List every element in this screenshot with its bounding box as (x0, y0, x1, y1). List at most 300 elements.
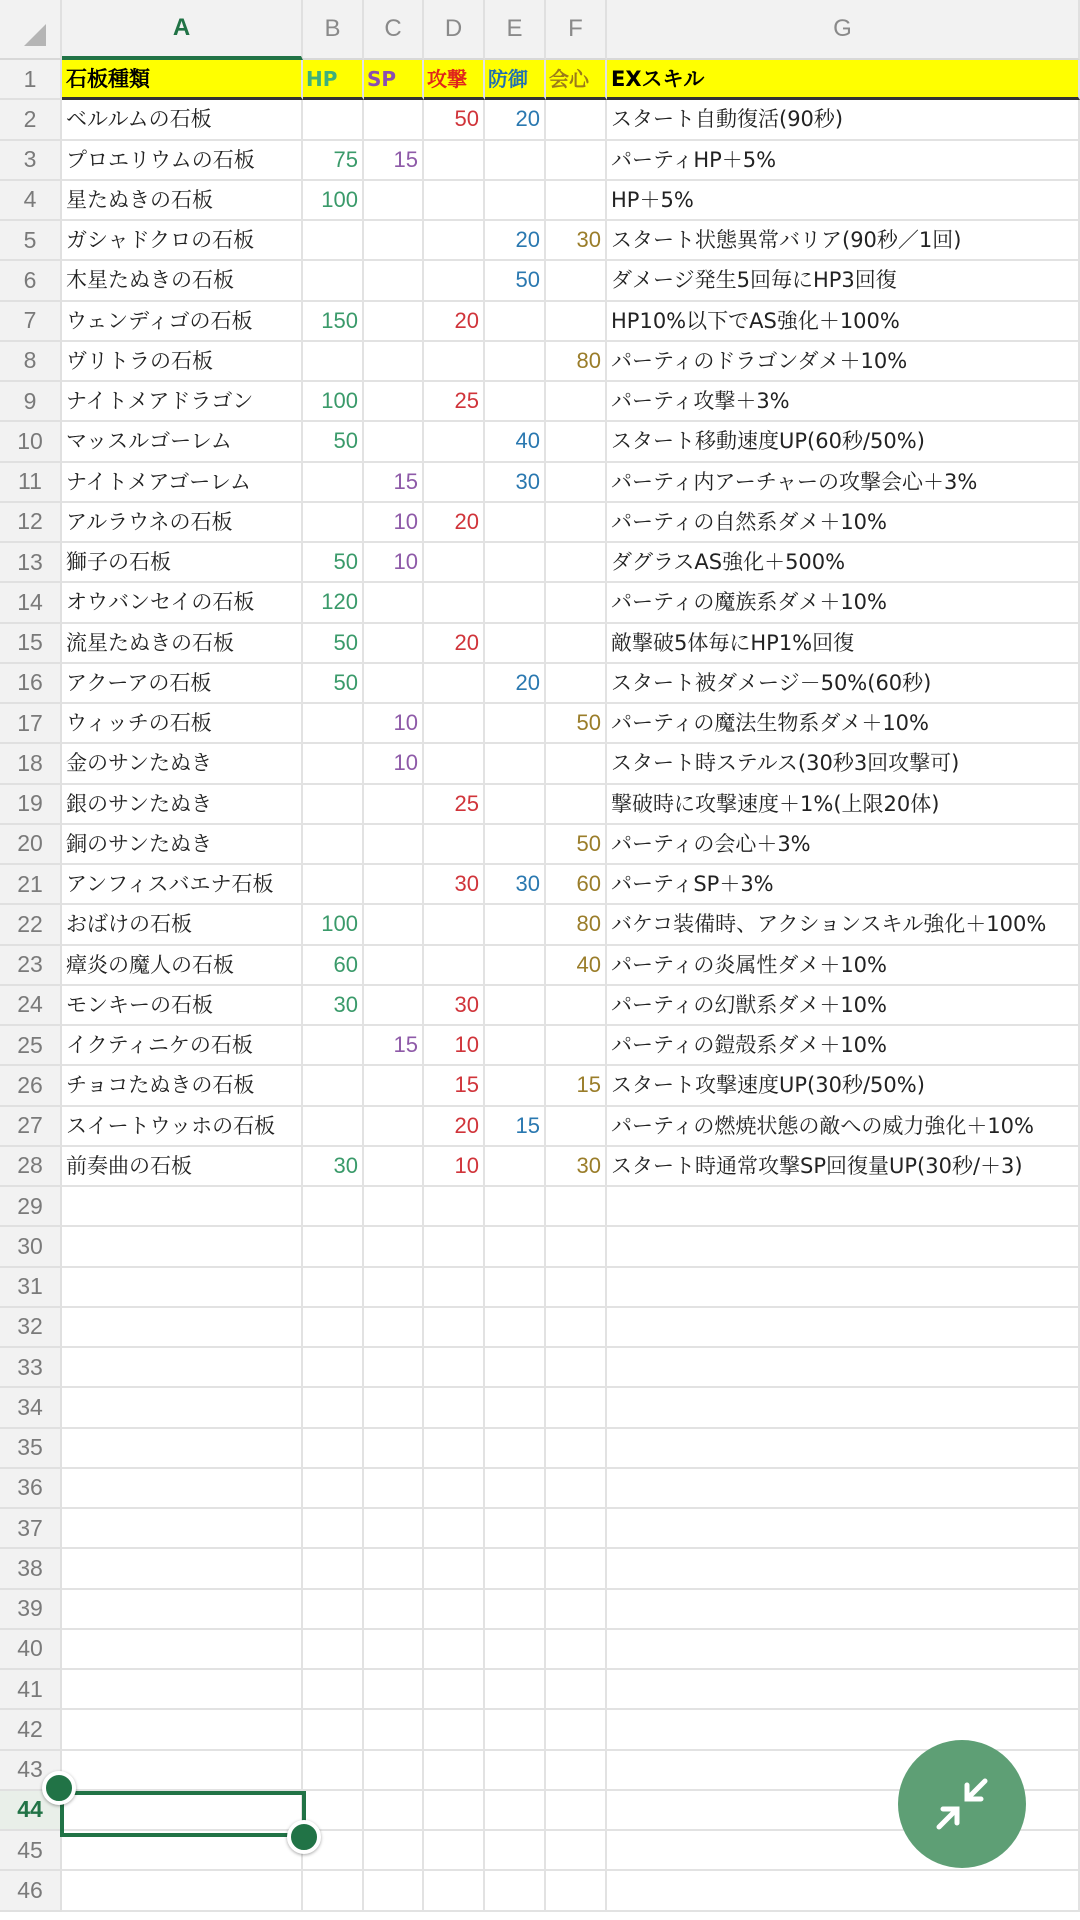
cell-g12[interactable]: パーティの自然系ダメ＋10% (607, 503, 1080, 543)
cell-b16[interactable]: 50 (303, 664, 364, 704)
cell-a12[interactable]: アルラウネの石板 (62, 503, 303, 543)
cell-c20[interactable] (364, 825, 424, 865)
cell-a18[interactable]: 金のサンたぬき (62, 744, 303, 784)
cell-f9[interactable] (546, 382, 607, 422)
empty-cell-d46[interactable] (424, 1871, 485, 1911)
cell-e10[interactable]: 40 (485, 422, 546, 462)
empty-cell-b40[interactable] (303, 1630, 364, 1670)
row-header-14[interactable]: 14 (0, 583, 62, 623)
empty-cell-d35[interactable] (424, 1429, 485, 1469)
column-header-e[interactable]: E (485, 0, 546, 60)
cell-a19[interactable]: 銀のサンたぬき (62, 785, 303, 825)
empty-cell-c40[interactable] (364, 1630, 424, 1670)
cell-c19[interactable] (364, 785, 424, 825)
cell-e6[interactable]: 50 (485, 261, 546, 301)
cell-b18[interactable] (303, 744, 364, 784)
cell-b4[interactable]: 100 (303, 181, 364, 221)
empty-cell-f30[interactable] (546, 1227, 607, 1267)
cell-d28[interactable]: 10 (424, 1147, 485, 1187)
row-header-20[interactable]: 20 (0, 825, 62, 865)
header-cell-c[interactable]: SP (364, 60, 424, 100)
cell-f12[interactable] (546, 503, 607, 543)
empty-cell-d42[interactable] (424, 1710, 485, 1750)
empty-cell-g29[interactable] (607, 1187, 1080, 1227)
row-header-5[interactable]: 5 (0, 221, 62, 261)
row-header-36[interactable]: 36 (0, 1469, 62, 1509)
cell-d3[interactable] (424, 141, 485, 181)
cell-d26[interactable]: 15 (424, 1066, 485, 1106)
cell-d11[interactable] (424, 463, 485, 503)
empty-cell-f35[interactable] (546, 1429, 607, 1469)
header-cell-d[interactable]: 攻撃 (424, 60, 485, 100)
cell-g13[interactable]: ダグラスAS強化＋500% (607, 543, 1080, 583)
cell-b27[interactable] (303, 1107, 364, 1147)
cell-a9[interactable]: ナイトメアドラゴン (62, 382, 303, 422)
cell-e4[interactable] (485, 181, 546, 221)
cell-g21[interactable]: パーティSP＋3% (607, 865, 1080, 905)
row-header-26[interactable]: 26 (0, 1066, 62, 1106)
cell-a11[interactable]: ナイトメアゴーレム (62, 463, 303, 503)
cell-e25[interactable] (485, 1026, 546, 1066)
cell-f27[interactable] (546, 1107, 607, 1147)
empty-cell-d44[interactable] (424, 1791, 485, 1831)
empty-cell-e41[interactable] (485, 1670, 546, 1710)
empty-cell-b35[interactable] (303, 1429, 364, 1469)
empty-cell-g42[interactable] (607, 1710, 1080, 1750)
empty-cell-g37[interactable] (607, 1509, 1080, 1549)
cell-c28[interactable] (364, 1147, 424, 1187)
cell-c8[interactable] (364, 342, 424, 382)
row-header-35[interactable]: 35 (0, 1429, 62, 1469)
column-header-g[interactable]: G (607, 0, 1080, 60)
cell-d22[interactable] (424, 905, 485, 945)
cell-d8[interactable] (424, 342, 485, 382)
empty-cell-d45[interactable] (424, 1831, 485, 1871)
cell-e23[interactable] (485, 946, 546, 986)
empty-cell-g31[interactable] (607, 1268, 1080, 1308)
cell-d14[interactable] (424, 583, 485, 623)
cell-g26[interactable]: スタート攻撃速度UP(30秒/50%) (607, 1066, 1080, 1106)
empty-cell-a38[interactable] (62, 1549, 303, 1589)
row-header-42[interactable]: 42 (0, 1710, 62, 1750)
cell-e15[interactable] (485, 624, 546, 664)
empty-cell-d31[interactable] (424, 1268, 485, 1308)
cell-e18[interactable] (485, 744, 546, 784)
cell-b10[interactable]: 50 (303, 422, 364, 462)
cell-f3[interactable] (546, 141, 607, 181)
empty-cell-e44[interactable] (485, 1791, 546, 1831)
cell-c18[interactable]: 10 (364, 744, 424, 784)
cell-f22[interactable]: 80 (546, 905, 607, 945)
cell-e13[interactable] (485, 543, 546, 583)
empty-cell-f31[interactable] (546, 1268, 607, 1308)
empty-cell-b46[interactable] (303, 1871, 364, 1911)
cell-b23[interactable]: 60 (303, 946, 364, 986)
cell-g8[interactable]: パーティのドラゴンダメ＋10% (607, 342, 1080, 382)
empty-cell-f38[interactable] (546, 1549, 607, 1589)
row-header-18[interactable]: 18 (0, 744, 62, 784)
empty-cell-g32[interactable] (607, 1308, 1080, 1348)
empty-cell-a34[interactable] (62, 1388, 303, 1428)
empty-cell-b33[interactable] (303, 1348, 364, 1388)
cell-g15[interactable]: 敵撃破5体毎にHP1%回復 (607, 624, 1080, 664)
row-header-3[interactable]: 3 (0, 141, 62, 181)
empty-cell-c45[interactable] (364, 1831, 424, 1871)
cell-e20[interactable] (485, 825, 546, 865)
cell-f16[interactable] (546, 664, 607, 704)
empty-cell-g46[interactable] (607, 1871, 1080, 1911)
empty-cell-c32[interactable] (364, 1308, 424, 1348)
empty-cell-b31[interactable] (303, 1268, 364, 1308)
cell-e5[interactable]: 20 (485, 221, 546, 261)
empty-cell-f29[interactable] (546, 1187, 607, 1227)
cell-f25[interactable] (546, 1026, 607, 1066)
cell-b6[interactable] (303, 261, 364, 301)
cell-f11[interactable] (546, 463, 607, 503)
empty-cell-d37[interactable] (424, 1509, 485, 1549)
cell-b17[interactable] (303, 704, 364, 744)
empty-cell-c34[interactable] (364, 1388, 424, 1428)
cell-f23[interactable]: 40 (546, 946, 607, 986)
cell-a2[interactable]: ベルルムの石板 (62, 100, 303, 140)
cell-d23[interactable] (424, 946, 485, 986)
column-header-d[interactable]: D (424, 0, 485, 60)
empty-cell-e30[interactable] (485, 1227, 546, 1267)
cell-f14[interactable] (546, 583, 607, 623)
cell-g24[interactable]: パーティの幻獣系ダメ＋10% (607, 986, 1080, 1026)
empty-cell-f42[interactable] (546, 1710, 607, 1750)
empty-cell-b36[interactable] (303, 1469, 364, 1509)
empty-cell-g35[interactable] (607, 1429, 1080, 1469)
empty-cell-b39[interactable] (303, 1590, 364, 1630)
empty-cell-f46[interactable] (546, 1871, 607, 1911)
cell-g20[interactable]: パーティの会心＋3% (607, 825, 1080, 865)
row-header-40[interactable]: 40 (0, 1630, 62, 1670)
empty-cell-e29[interactable] (485, 1187, 546, 1227)
cell-a24[interactable]: モンキーの石板 (62, 986, 303, 1026)
cell-g17[interactable]: パーティの魔法生物系ダメ＋10% (607, 704, 1080, 744)
empty-cell-f40[interactable] (546, 1630, 607, 1670)
column-header-a[interactable]: A (62, 0, 303, 60)
row-header-15[interactable]: 15 (0, 624, 62, 664)
empty-cell-g36[interactable] (607, 1469, 1080, 1509)
empty-cell-c38[interactable] (364, 1549, 424, 1589)
cell-g2[interactable]: スタート自動復活(90秒) (607, 100, 1080, 140)
empty-cell-e40[interactable] (485, 1630, 546, 1670)
selection-handle-top-left[interactable] (42, 1771, 76, 1805)
empty-cell-c41[interactable] (364, 1670, 424, 1710)
cell-g22[interactable]: バケコ装備時、アクションスキル強化＋100% (607, 905, 1080, 945)
cell-d25[interactable]: 10 (424, 1026, 485, 1066)
selected-cell-A44[interactable] (60, 1791, 306, 1837)
cell-a5[interactable]: ガシャドクロの石板 (62, 221, 303, 261)
cell-d13[interactable] (424, 543, 485, 583)
cell-b21[interactable] (303, 865, 364, 905)
cell-b20[interactable] (303, 825, 364, 865)
cell-b26[interactable] (303, 1066, 364, 1106)
row-header-24[interactable]: 24 (0, 986, 62, 1026)
cell-g28[interactable]: スタート時通常攻撃SP回復量UP(30秒/＋3) (607, 1147, 1080, 1187)
collapse-fullscreen-button[interactable] (898, 1740, 1026, 1868)
cell-a8[interactable]: ヴリトラの石板 (62, 342, 303, 382)
row-header-9[interactable]: 9 (0, 382, 62, 422)
empty-cell-e33[interactable] (485, 1348, 546, 1388)
row-header-6[interactable]: 6 (0, 261, 62, 301)
empty-cell-d40[interactable] (424, 1630, 485, 1670)
cell-b9[interactable]: 100 (303, 382, 364, 422)
empty-cell-c44[interactable] (364, 1791, 424, 1831)
empty-cell-e34[interactable] (485, 1388, 546, 1428)
cell-d15[interactable]: 20 (424, 624, 485, 664)
cell-e3[interactable] (485, 141, 546, 181)
cell-f28[interactable]: 30 (546, 1147, 607, 1187)
row-header-23[interactable]: 23 (0, 946, 62, 986)
cell-a6[interactable]: 木星たぬきの石板 (62, 261, 303, 301)
empty-cell-d43[interactable] (424, 1751, 485, 1791)
empty-cell-g38[interactable] (607, 1549, 1080, 1589)
row-header-12[interactable]: 12 (0, 503, 62, 543)
header-cell-b[interactable]: HP (303, 60, 364, 100)
empty-cell-b41[interactable] (303, 1670, 364, 1710)
cell-g3[interactable]: パーティHP＋5% (607, 141, 1080, 181)
column-header-c[interactable]: C (364, 0, 424, 60)
cell-d10[interactable] (424, 422, 485, 462)
cell-c24[interactable] (364, 986, 424, 1026)
row-header-37[interactable]: 37 (0, 1509, 62, 1549)
empty-cell-b37[interactable] (303, 1509, 364, 1549)
cell-e16[interactable]: 20 (485, 664, 546, 704)
row-header-43[interactable]: 43 (0, 1751, 62, 1791)
cell-b12[interactable] (303, 503, 364, 543)
cell-f10[interactable] (546, 422, 607, 462)
cell-e9[interactable] (485, 382, 546, 422)
cell-e14[interactable] (485, 583, 546, 623)
cell-e19[interactable] (485, 785, 546, 825)
cell-b22[interactable]: 100 (303, 905, 364, 945)
cell-c5[interactable] (364, 221, 424, 261)
empty-cell-f39[interactable] (546, 1590, 607, 1630)
empty-cell-g40[interactable] (607, 1630, 1080, 1670)
row-header-19[interactable]: 19 (0, 785, 62, 825)
empty-cell-a35[interactable] (62, 1429, 303, 1469)
cell-d27[interactable]: 20 (424, 1107, 485, 1147)
cell-d2[interactable]: 50 (424, 100, 485, 140)
cell-d6[interactable] (424, 261, 485, 301)
cell-d9[interactable]: 25 (424, 382, 485, 422)
empty-cell-c33[interactable] (364, 1348, 424, 1388)
cell-f26[interactable]: 15 (546, 1066, 607, 1106)
cell-a13[interactable]: 獅子の石板 (62, 543, 303, 583)
empty-cell-d34[interactable] (424, 1388, 485, 1428)
row-header-34[interactable]: 34 (0, 1388, 62, 1428)
empty-cell-g41[interactable] (607, 1670, 1080, 1710)
row-header-25[interactable]: 25 (0, 1026, 62, 1066)
empty-cell-b29[interactable] (303, 1187, 364, 1227)
empty-cell-b38[interactable] (303, 1549, 364, 1589)
empty-cell-a29[interactable] (62, 1187, 303, 1227)
cell-c25[interactable]: 15 (364, 1026, 424, 1066)
cell-d18[interactable] (424, 744, 485, 784)
empty-cell-g33[interactable] (607, 1348, 1080, 1388)
cell-c26[interactable] (364, 1066, 424, 1106)
cell-g7[interactable]: HP10%以下でAS強化＋100% (607, 302, 1080, 342)
cell-b19[interactable] (303, 785, 364, 825)
empty-cell-a31[interactable] (62, 1268, 303, 1308)
cell-c7[interactable] (364, 302, 424, 342)
cell-d7[interactable]: 20 (424, 302, 485, 342)
empty-cell-f41[interactable] (546, 1670, 607, 1710)
cell-c12[interactable]: 10 (364, 503, 424, 543)
cell-a14[interactable]: オウバンセイの石板 (62, 583, 303, 623)
header-cell-a[interactable]: 石板種類 (62, 60, 303, 100)
row-header-10[interactable]: 10 (0, 422, 62, 462)
row-header-46[interactable]: 46 (0, 1871, 62, 1911)
cell-d21[interactable]: 30 (424, 865, 485, 905)
cell-d20[interactable] (424, 825, 485, 865)
cell-b11[interactable] (303, 463, 364, 503)
cell-c22[interactable] (364, 905, 424, 945)
row-header-41[interactable]: 41 (0, 1670, 62, 1710)
cell-f5[interactable]: 30 (546, 221, 607, 261)
empty-cell-e43[interactable] (485, 1751, 546, 1791)
empty-cell-g30[interactable] (607, 1227, 1080, 1267)
cell-b13[interactable]: 50 (303, 543, 364, 583)
cell-d5[interactable] (424, 221, 485, 261)
empty-cell-a30[interactable] (62, 1227, 303, 1267)
cell-c16[interactable] (364, 664, 424, 704)
cell-a25[interactable]: イクティニケの石板 (62, 1026, 303, 1066)
cell-g10[interactable]: スタート移動速度UP(60秒/50%) (607, 422, 1080, 462)
cell-f17[interactable]: 50 (546, 704, 607, 744)
cell-c13[interactable]: 10 (364, 543, 424, 583)
cell-g18[interactable]: スタート時ステルス(30秒3回攻撃可) (607, 744, 1080, 784)
empty-cell-f32[interactable] (546, 1308, 607, 1348)
cell-a22[interactable]: おばけの石板 (62, 905, 303, 945)
cell-c4[interactable] (364, 181, 424, 221)
empty-cell-d39[interactable] (424, 1590, 485, 1630)
cell-g9[interactable]: パーティ攻撃＋3% (607, 382, 1080, 422)
cell-e21[interactable]: 30 (485, 865, 546, 905)
empty-cell-b30[interactable] (303, 1227, 364, 1267)
cell-e27[interactable]: 15 (485, 1107, 546, 1147)
empty-cell-d38[interactable] (424, 1549, 485, 1589)
row-header-8[interactable]: 8 (0, 342, 62, 382)
cell-c2[interactable] (364, 100, 424, 140)
cell-a28[interactable]: 前奏曲の石板 (62, 1147, 303, 1187)
cell-f21[interactable]: 60 (546, 865, 607, 905)
row-header-22[interactable]: 22 (0, 905, 62, 945)
cell-e7[interactable] (485, 302, 546, 342)
cell-g23[interactable]: パーティの炎属性ダメ＋10% (607, 946, 1080, 986)
empty-cell-c36[interactable] (364, 1469, 424, 1509)
cell-a4[interactable]: 星たぬきの石板 (62, 181, 303, 221)
empty-cell-e35[interactable] (485, 1429, 546, 1469)
cell-f7[interactable] (546, 302, 607, 342)
row-header-30[interactable]: 30 (0, 1227, 62, 1267)
cell-e8[interactable] (485, 342, 546, 382)
empty-cell-e45[interactable] (485, 1831, 546, 1871)
empty-cell-c39[interactable] (364, 1590, 424, 1630)
cell-f2[interactable] (546, 100, 607, 140)
empty-cell-f45[interactable] (546, 1831, 607, 1871)
empty-cell-e37[interactable] (485, 1509, 546, 1549)
empty-cell-e39[interactable] (485, 1590, 546, 1630)
row-header-13[interactable]: 13 (0, 543, 62, 583)
empty-cell-c37[interactable] (364, 1509, 424, 1549)
empty-cell-a37[interactable] (62, 1509, 303, 1549)
empty-cell-d36[interactable] (424, 1469, 485, 1509)
empty-cell-c35[interactable] (364, 1429, 424, 1469)
cell-c10[interactable] (364, 422, 424, 462)
cell-b7[interactable]: 150 (303, 302, 364, 342)
cell-g14[interactable]: パーティの魔族系ダメ＋10% (607, 583, 1080, 623)
cell-d4[interactable] (424, 181, 485, 221)
empty-cell-f44[interactable] (546, 1791, 607, 1831)
cell-f6[interactable] (546, 261, 607, 301)
row-header-1[interactable]: 1 (0, 60, 62, 100)
cell-e17[interactable] (485, 704, 546, 744)
column-header-f[interactable]: F (546, 0, 607, 60)
empty-cell-d30[interactable] (424, 1227, 485, 1267)
cell-g6[interactable]: ダメージ発生5回毎にHP3回復 (607, 261, 1080, 301)
cell-a26[interactable]: チョコたぬきの石板 (62, 1066, 303, 1106)
cell-e2[interactable]: 20 (485, 100, 546, 140)
row-header-27[interactable]: 27 (0, 1107, 62, 1147)
empty-cell-f34[interactable] (546, 1388, 607, 1428)
cell-c27[interactable] (364, 1107, 424, 1147)
empty-cell-g34[interactable] (607, 1388, 1080, 1428)
empty-cell-f43[interactable] (546, 1751, 607, 1791)
empty-cell-d33[interactable] (424, 1348, 485, 1388)
empty-cell-c42[interactable] (364, 1710, 424, 1750)
cell-d12[interactable]: 20 (424, 503, 485, 543)
row-header-2[interactable]: 2 (0, 100, 62, 140)
cell-c6[interactable] (364, 261, 424, 301)
cell-a27[interactable]: スイートウッホの石板 (62, 1107, 303, 1147)
cell-b8[interactable] (303, 342, 364, 382)
cell-b15[interactable]: 50 (303, 624, 364, 664)
cell-c15[interactable] (364, 624, 424, 664)
empty-cell-e31[interactable] (485, 1268, 546, 1308)
row-header-39[interactable]: 39 (0, 1590, 62, 1630)
cell-a20[interactable]: 銅のサンたぬき (62, 825, 303, 865)
cell-g19[interactable]: 撃破時に攻撃速度＋1%(上限20体) (607, 785, 1080, 825)
cell-a16[interactable]: アクーアの石板 (62, 664, 303, 704)
empty-cell-a36[interactable] (62, 1469, 303, 1509)
row-header-28[interactable]: 28 (0, 1147, 62, 1187)
cell-g11[interactable]: パーティ内アーチャーの攻撃会心＋3% (607, 463, 1080, 503)
cell-f18[interactable] (546, 744, 607, 784)
cell-c3[interactable]: 15 (364, 141, 424, 181)
empty-cell-a39[interactable] (62, 1590, 303, 1630)
cell-a23[interactable]: 瘴炎の魔人の石板 (62, 946, 303, 986)
cell-g16[interactable]: スタート被ダメージ－50%(60秒) (607, 664, 1080, 704)
empty-cell-a40[interactable] (62, 1630, 303, 1670)
cell-f20[interactable]: 50 (546, 825, 607, 865)
empty-cell-c30[interactable] (364, 1227, 424, 1267)
cell-a10[interactable]: マッスルゴーレム (62, 422, 303, 462)
cell-e28[interactable] (485, 1147, 546, 1187)
selection-handle-bottom-right[interactable] (287, 1820, 321, 1854)
cell-c21[interactable] (364, 865, 424, 905)
empty-cell-d32[interactable] (424, 1308, 485, 1348)
column-header-b[interactable]: B (303, 0, 364, 60)
cell-f19[interactable] (546, 785, 607, 825)
cell-e24[interactable] (485, 986, 546, 1026)
row-header-32[interactable]: 32 (0, 1308, 62, 1348)
row-header-44[interactable]: 44 (0, 1791, 62, 1831)
header-cell-g[interactable]: EXスキル (607, 60, 1080, 100)
